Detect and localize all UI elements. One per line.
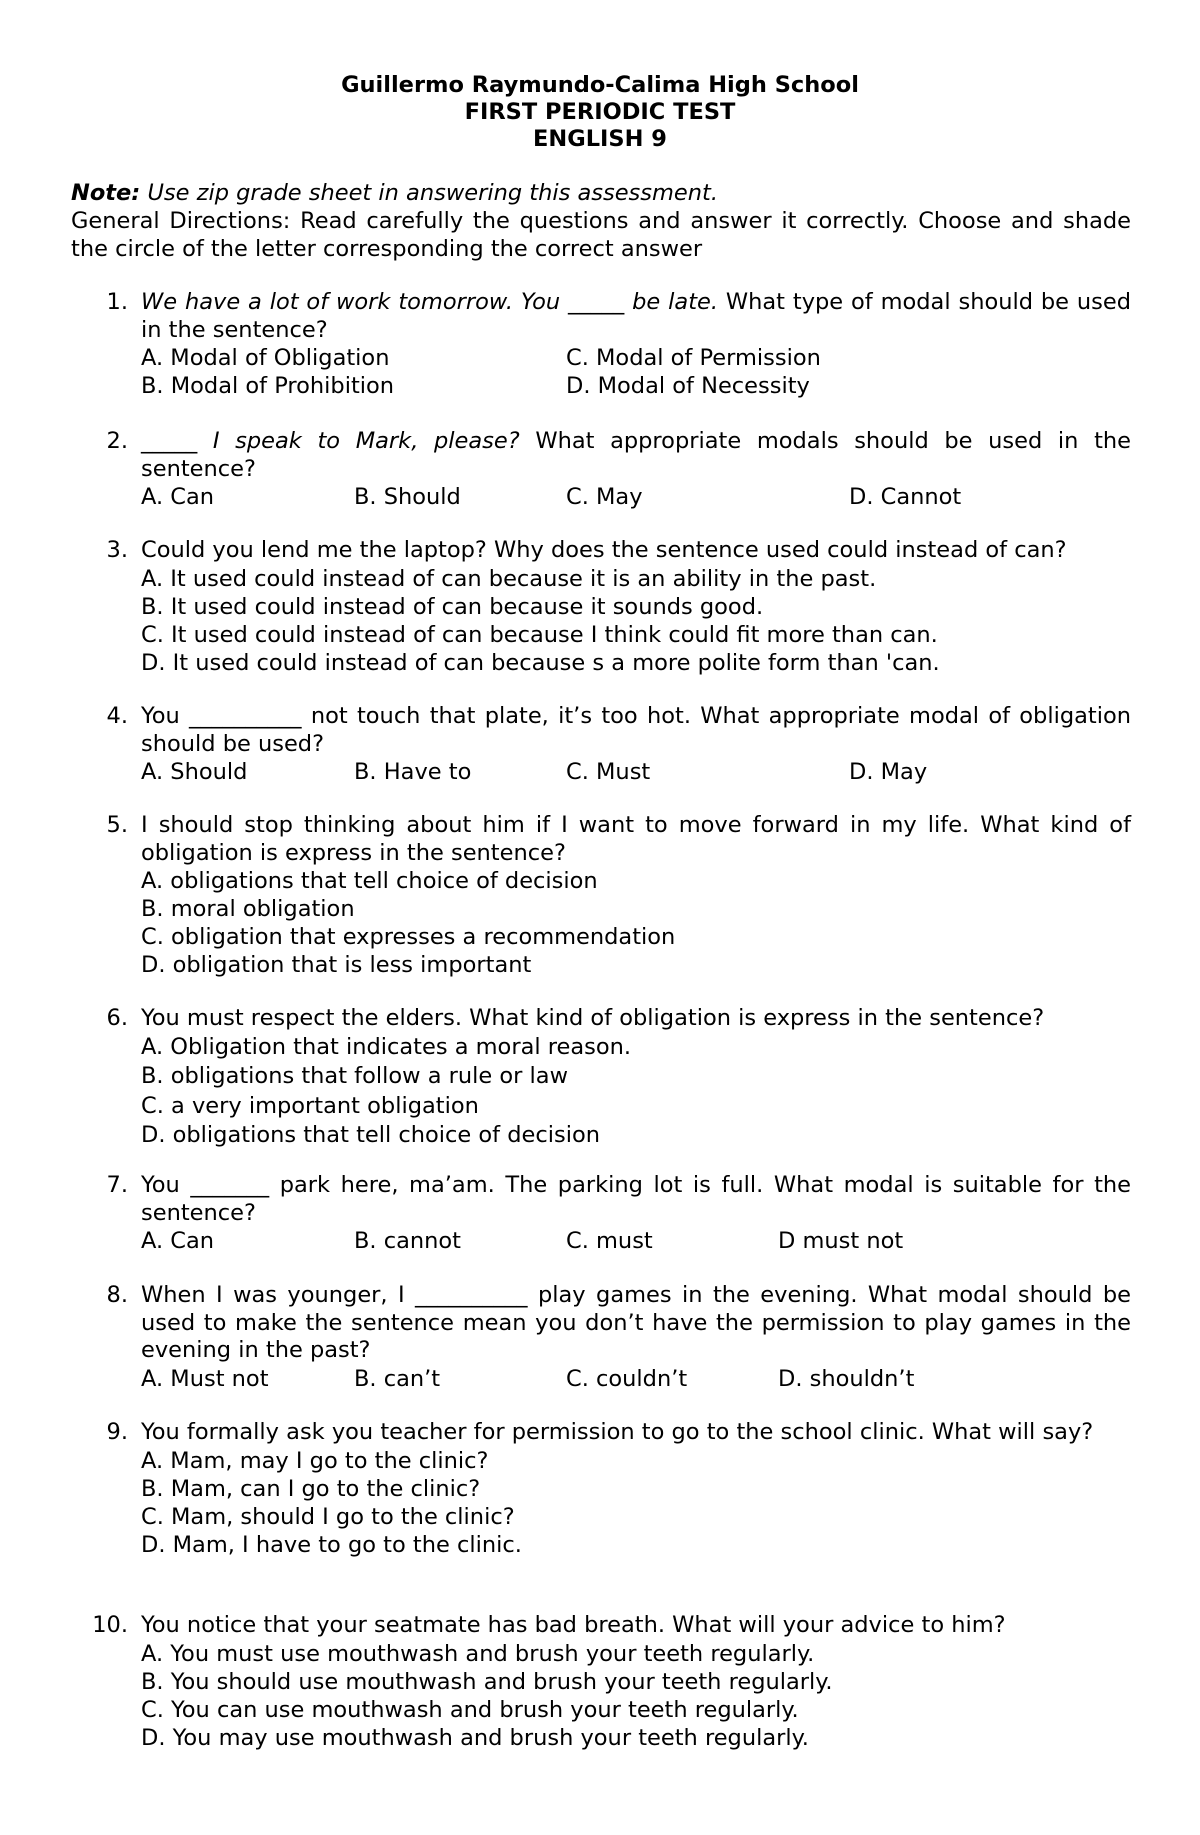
option-b: B. cannot [354,1228,462,1254]
question-stem [71,1282,1131,1365]
option-d: D. shouldn’t [778,1365,915,1392]
question-10 [71,1612,1131,1752]
option-c: C. couldn’t [566,1365,688,1392]
question-number: 9. [106,1419,128,1445]
option-c: C. a very important obligation [141,1092,479,1119]
option-b: B. obligations that follow a rule or law [141,1063,568,1089]
question-number: 1. [106,289,128,315]
option-a: A. Obligation that indicates a moral reason. [141,1033,632,1060]
question-text: What type of modal should be used in the sentence? [141,289,1131,343]
question-7 [71,1172,1131,1255]
option-a: A. Mam, may I go to the clinic? [141,1447,489,1474]
question-number: 8. [106,1282,128,1308]
question-stem [71,1005,1131,1033]
question-text: You notice that your seatmate has bad breath. What will your advice to him? [141,1612,1006,1638]
option-b: B. Should [354,484,461,510]
general-directions: General Directions: Read carefully the questions and answer it correctly. Choose and shade the circle of the letter corresponding the correct answer [71,208,1131,262]
option-d: D. Mam, I have to go to the clinic. [141,1531,522,1558]
option-a: A. It used could instead of can because it is an ability in the past. [141,565,877,592]
question-number: 7. [106,1172,128,1198]
option-c: C. Mam, should I go to the clinic? [141,1503,515,1530]
question-number: 10. [92,1612,128,1638]
question-stem [71,428,1131,483]
option-b: B. Mam, can I go to the clinic? [141,1475,481,1502]
option-b: B. can’t [354,1365,441,1392]
question-number: 3. [106,537,128,563]
school-name: Guillermo Raymundo-Calima High School [341,72,859,98]
question-text: Could you lend me the laptop? Why does the sentence used could instead of can? [141,537,1067,563]
question-text: When I was younger, I __________ play games in the evening. What modal should be used to make the sentence mean you don’t have the permission to play games in the evening in the past? [141,1282,1131,1363]
option-a: A. obligations that tell choice of decision [141,868,598,894]
option-d: D. It used could instead of can because s a more polite form than 'can. [141,649,940,676]
option-d: D. Cannot [849,484,962,510]
question-italic-text: _____ I speak to Mark, please? [141,428,520,454]
option-c: C. You can use mouthwash and brush your teeth regularly. [141,1696,799,1723]
option-c: C. May [566,484,643,510]
option-c: C. Modal of Permission [566,345,821,371]
option-c: C. It used could instead of can because I think could fit more than can. [141,621,938,648]
question-5 [71,812,1131,979]
test-title: FIRST PERIODIC TEST [464,99,736,125]
option-c: C. Must [566,759,651,785]
option-row [71,372,1131,400]
question-8 [71,1282,1131,1393]
question-stem [71,812,1131,867]
question-text: You __________ not touch that plate, it’s too hot. What appropriate modal of obligation should be used? [141,703,1131,757]
question-stem [71,1612,1131,1640]
note [71,180,1131,207]
option-c: C. obligation that expresses a recommendation [141,924,676,950]
option-c: C. must [566,1228,653,1254]
question-stem [71,1419,1131,1447]
option-d: D. obligations that tell choice of decision [141,1122,600,1148]
question-stem [71,289,1131,344]
question-number: 4. [106,703,128,729]
question-text: What appropriate modals should be used in the sentence? [141,428,1131,482]
option-d: D must not [778,1228,904,1254]
note-label: Note: [71,180,141,206]
option-a: A. Can [141,1228,215,1254]
question-stem [71,703,1131,758]
note-text: Use zip grade sheet in answering this assessment. [147,180,718,206]
option-a: A. You must use mouthwash and brush your teeth regularly. [141,1640,815,1667]
subject-title: ENGLISH 9 [533,126,667,152]
question-stem [71,537,1131,565]
option-d: D. Modal of Necessity [566,373,810,399]
question-text: I should stop thinking about him if I want to move forward in my life. What kind of obligation is express in the sentence? [141,812,1131,866]
question-1 [71,289,1131,400]
question-number: 6. [106,1005,128,1031]
option-a: A. Can [141,484,215,510]
option-row [71,1365,1131,1393]
option-b: B. moral obligation [141,896,355,922]
question-stem [71,1172,1131,1227]
question-text: You formally ask you teacher for permission to go to the school clinic. What will say? [141,1419,1094,1445]
question-3 [71,537,1131,677]
option-row [71,483,1131,511]
option-b: B. You should use mouthwash and brush your teeth regularly. [141,1668,833,1695]
question-text: You _______ park here, ma’am. The parking lot is full. What modal is suitable for the sentence? [141,1172,1131,1226]
option-a: A. Modal of Obligation [141,345,390,371]
question-2 [71,428,1131,511]
option-b: B. It used could instead of can because it sounds good. [141,593,764,620]
option-row [71,1227,1131,1255]
question-italic-text: We have a lot of work tomorrow. You _____ be late. [141,289,719,315]
question-number: 5. [106,812,128,838]
question-number: 2. [106,428,128,454]
option-b: B. Modal of Prohibition [141,373,395,399]
option-b: B. Have to [354,759,472,785]
option-d: D. May [849,759,928,785]
option-row [71,344,1131,372]
question-6 [71,1005,1131,1151]
option-a: A. Should [141,759,248,785]
option-d: D. obligation that is less important [141,952,532,978]
option-row [71,758,1131,786]
option-a: A. Must not [141,1365,269,1392]
option-d: D. You may use mouthwash and brush your teeth regularly. [141,1724,809,1751]
question-9 [71,1419,1131,1559]
question-text: You must respect the elders. What kind of obligation is express in the sentence? [141,1005,1045,1031]
question-4 [71,703,1131,786]
